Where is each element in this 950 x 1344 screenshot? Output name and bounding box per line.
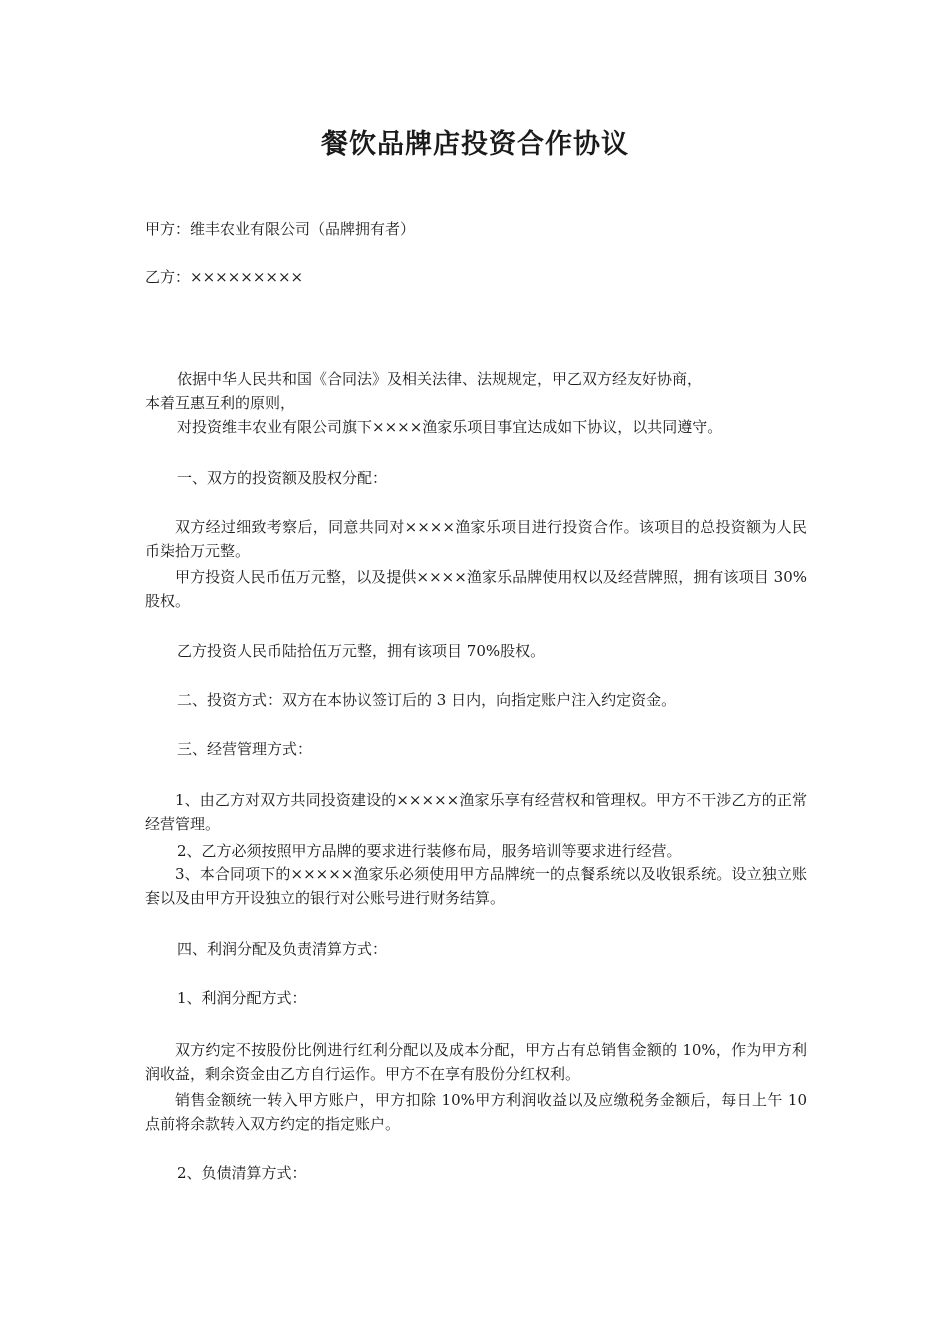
- document-title: 餐饮品牌店投资合作协议: [321, 129, 629, 160]
- section-1-paragraph-3: 乙方投资人民币陆拾伍万元整，拥有该项目 70%股权。: [177, 642, 546, 660]
- party-a: 甲方：维丰农业有限公司（品牌拥有者）: [145, 220, 416, 238]
- section-3-item-1: 1、由乙方对双方共同投资建设的×××××渔家乐享有经营权和管理权。甲方不干涉乙方的正常经营管理。: [145, 791, 807, 833]
- section-4-paragraph-1: 双方约定不按股份比例进行红利分配以及成本分配，甲方占有总销售金额的 10%，作为甲方利润收益，剩余资金由乙方自行运作。甲方不在享有股份分红权利。: [145, 1041, 807, 1083]
- section-4-heading: 四、利润分配及负责清算方式：: [177, 940, 388, 958]
- section-3-heading: 三、经营管理方式：: [177, 740, 313, 758]
- section-1-paragraph-1: 双方经过细致考察后，同意共同对××××渔家乐项目进行投资合作。该项目的总投资额为人民币柒拾万元整。: [145, 518, 807, 560]
- intro-line-3: 对投资维丰农业有限公司旗下××××渔家乐项目事宜达成如下协议，以共同遵守。: [177, 418, 723, 436]
- section-4-paragraph-2: 销售金额统一转入甲方账户，甲方扣除 10%甲方利润收益以及应缴税务金额后，每日上午 10 点前将余款转入双方约定的指定账户。: [145, 1091, 807, 1133]
- section-1-paragraph-2: 甲方投资人民币伍万元整，以及提供××××渔家乐品牌使用权以及经营牌照，拥有该项目 30%股权。: [145, 568, 807, 610]
- section-1-heading: 一、双方的投资额及股权分配：: [177, 469, 388, 487]
- section-4-sub-2: 2、负债清算方式：: [177, 1164, 307, 1182]
- section-3-item-3: 3、本合同项下的×××××渔家乐必须使用甲方品牌统一的点餐系统以及收银系统。设立独立账套以及由甲方开设独立的银行对公账号进行财务结算。: [145, 865, 807, 907]
- section-2-heading: 二、投资方式：双方在本协议签订后的 3 日内，向指定账户注入约定资金。: [177, 691, 677, 709]
- section-4-sub-1: 1、利润分配方式：: [177, 989, 307, 1007]
- section-3-item-2: 2、乙方必须按照甲方品牌的要求进行装修布局，服务培训等要求进行经营。: [177, 842, 682, 860]
- intro-line-2: 本着互惠互利的原则，: [145, 394, 296, 412]
- intro-line-1: 依据中华人民共和国《合同法》及相关法律、法规规定，甲乙双方经友好协商，: [177, 370, 703, 388]
- party-b: 乙方：×××××××××: [145, 268, 304, 286]
